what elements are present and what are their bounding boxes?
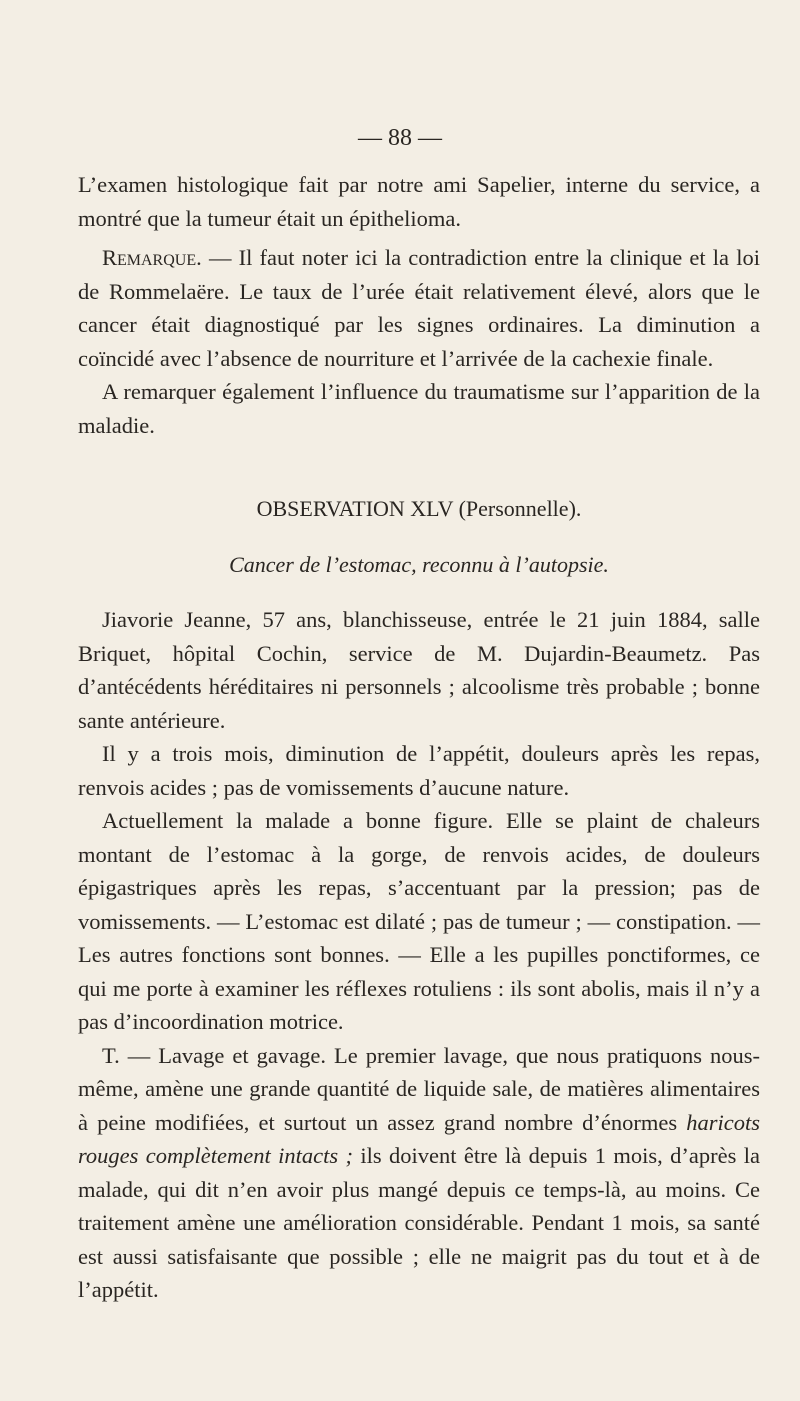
paragraph-text: T. — Lavage et gavage. Le premier lavage, que nous pratiquons nous-même, amène une grande quantité de liquide sale, de matières alimentaires à peine modifiées, et surtout un assez grand nombre d’énormes [78, 1042, 760, 1135]
paragraph-text: Il y a trois mois, diminution de l’appétit, douleurs après les repas, renvois acides ; pas de vomissements d’aucune nature. [78, 741, 760, 800]
paragraph-text: Actuellement la malade a bonne figure. Elle se plaint de chaleurs montant de l’estomac à la gorge, de renvois acides, de douleurs épigastriques après les repas, s’accentuant par la pression; pas de vomissements. — L’estomac est dilaté ; pas de tumeur ; — constipation. — Les autres fonctions sont bonnes. — Elle a les pupilles ponctiformes, ce qui me porte à examiner les réflexes rotuliens : ils sont abolis, mais il n’y a pas d’incoordination motrice. [78, 808, 760, 1034]
paragraph [78, 375, 760, 442]
paragraph [78, 603, 760, 737]
paragraph [78, 804, 760, 1039]
paragraph-remarque [78, 241, 760, 375]
observation-subheading: Cancer de l’estomac, reconnu à l’autopsie. [229, 551, 609, 577]
paragraph-text: Jiavorie Jeanne, 57 ans, blanchisseuse, entrée le 21 juin 1884, salle Briquet, hôpital Cochin, service de M. Dujardin-Beaumetz. Pas d’antécédents héréditaires ni personnels ; alcoolisme très probable ; bonne sante antérieure. [78, 607, 760, 733]
observation-heading: OBSERVATION XLV (Personnelle). [256, 496, 582, 521]
paragraph [78, 737, 760, 804]
text-block-top [78, 168, 760, 1307]
paragraph-text: A remarquer également l’influence du traumatisme sur l’apparition de la maladie. [78, 379, 760, 438]
paragraph-text: — Il faut noter ici la contradiction entre la clinique et la loi de Rommelaëre. Le taux de l’urée était relativement élevé, alors que le cancer était diagnostiqué par les signes ordinaires. La diminution a coïncidé avec l’absence de nourriture et l’arrivée de la cachexie finale. [78, 245, 760, 371]
paragraph [78, 1039, 760, 1307]
remarque-lead: Remarque. [102, 245, 202, 270]
italic-phrase: haricots rouges complètement intacts ; [78, 1109, 760, 1168]
paragraph-text: L’examen histologique fait par notre ami Sapelier, interne du service, a montré que la tumeur était un épithelioma. [78, 172, 760, 231]
observation-body [78, 603, 760, 1307]
paragraph-text: ils doivent être là depuis 1 mois, d’après la malade, qui dit n’en avoir plus mangé depuis ce temps-là, au moins. Ce traitement amène une amélioration considérable. Pendant 1 mois, sa santé est aussi satisfaisante que possible ; elle ne maigrit pas du tout et à de l’appétit. [78, 1143, 760, 1302]
paragraph [78, 168, 760, 235]
page-number: — 88 — [358, 125, 442, 151]
